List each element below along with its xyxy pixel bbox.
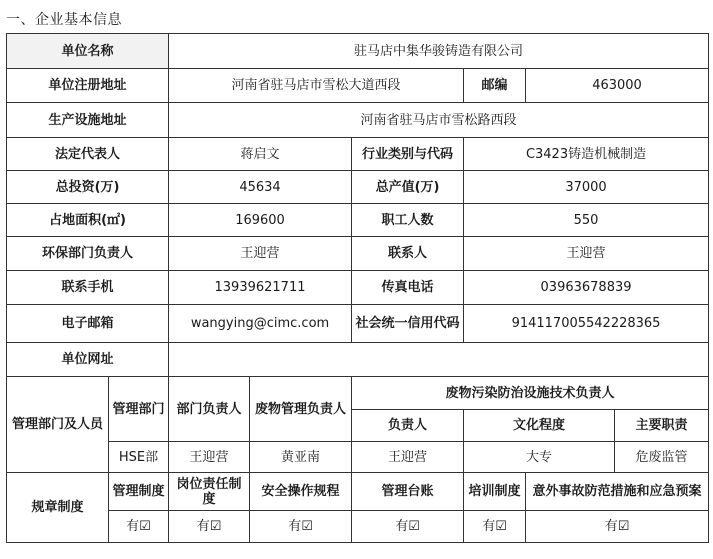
facility-address-value: 河南省驻马店市雪松路西段 bbox=[169, 103, 709, 138]
mgmt-waste-head-value: 黄亚南 bbox=[250, 442, 352, 473]
email-value: wangying@cimc.com bbox=[169, 305, 352, 343]
contact-label: 联系人 bbox=[352, 237, 464, 271]
management-label: 管理部门及人员 bbox=[7, 377, 109, 473]
legal-rep-value: 蒋启文 bbox=[169, 138, 352, 171]
email-label: 电子邮箱 bbox=[7, 305, 169, 343]
row-regulations-values bbox=[7, 511, 709, 543]
reg-header-ledger: 管理台账 bbox=[352, 473, 464, 511]
unit-name-value: 驻马店中集华骏铸造有限公司 bbox=[169, 34, 709, 69]
reg-address-label: 单位注册地址 bbox=[7, 69, 169, 103]
row-investment bbox=[7, 171, 709, 204]
reg-header-mgmt-system: 管理制度 bbox=[109, 473, 169, 511]
website-value bbox=[169, 343, 709, 377]
reg-value-training: 有☑ bbox=[464, 511, 526, 543]
row-management-values bbox=[7, 442, 709, 473]
mgmt-education-value: 大专 bbox=[464, 442, 615, 473]
reg-value-ledger: 有☑ bbox=[352, 511, 464, 543]
credit-code-label: 社会统一信用代码 bbox=[352, 305, 464, 343]
reg-value-safety-procedure: 有☑ bbox=[250, 511, 352, 543]
investment-label: 总投资(万) bbox=[7, 171, 169, 204]
row-env-head bbox=[7, 237, 709, 271]
row-reg-address bbox=[7, 69, 709, 103]
contact-value: 王迎营 bbox=[464, 237, 709, 271]
mgmt-dept-head-value: 王迎营 bbox=[169, 442, 250, 473]
mgmt-dept-head-header: 部门负责人 bbox=[169, 377, 250, 442]
reg-header-emergency-plan: 意外事故防范措施和应急预案 bbox=[526, 473, 709, 511]
industry-label: 行业类别与代码 bbox=[352, 138, 464, 171]
regulations-label: 规章制度 bbox=[7, 473, 109, 543]
reg-address-value: 河南省驻马店市雪松大道西段 bbox=[169, 69, 464, 103]
mgmt-person-header: 负责人 bbox=[352, 410, 464, 442]
fax-label: 传真电话 bbox=[352, 271, 464, 305]
mgmt-person-value: 王迎营 bbox=[352, 442, 464, 473]
website-label: 单位网址 bbox=[7, 343, 169, 377]
row-management-header-1 bbox=[7, 377, 709, 410]
section-title: 一、企业基本信息 bbox=[6, 12, 122, 28]
row-legal-rep bbox=[7, 138, 709, 171]
mgmt-duty-value: 危废监管 bbox=[615, 442, 709, 473]
investment-value: 45634 bbox=[169, 171, 352, 204]
reg-value-mgmt-system: 有☑ bbox=[109, 511, 169, 543]
reg-value-emergency-plan: 有☑ bbox=[526, 511, 709, 543]
staff-label: 职工人数 bbox=[352, 204, 464, 237]
row-area bbox=[7, 204, 709, 237]
facility-address-label: 生产设施地址 bbox=[7, 103, 169, 138]
reg-header-training: 培训制度 bbox=[464, 473, 526, 511]
mgmt-tech-head-header: 废物污染防治设施技术负责人 bbox=[352, 377, 709, 410]
industry-value: C3423铸造机械制造 bbox=[464, 138, 709, 171]
unit-name-label: 单位名称 bbox=[7, 34, 169, 69]
postcode-label: 邮编 bbox=[464, 69, 526, 103]
postcode-value: 463000 bbox=[526, 69, 709, 103]
phone-label: 联系手机 bbox=[7, 271, 169, 305]
mgmt-education-header: 文化程度 bbox=[464, 410, 615, 442]
row-email bbox=[7, 305, 709, 343]
mgmt-dept-value: HSE部 bbox=[109, 442, 169, 473]
mgmt-duty-header: 主要职责 bbox=[615, 410, 709, 442]
output-value: 37000 bbox=[464, 171, 709, 204]
reg-value-post-responsibility: 有☑ bbox=[169, 511, 250, 543]
env-head-value: 王迎营 bbox=[169, 237, 352, 271]
enterprise-info-table bbox=[6, 33, 709, 543]
env-head-label: 环保部门负责人 bbox=[7, 237, 169, 271]
reg-header-post-responsibility: 岗位责任制度 bbox=[169, 473, 250, 511]
fax-value: 03963678839 bbox=[464, 271, 709, 305]
mgmt-dept-header: 管理部门 bbox=[109, 377, 169, 442]
row-facility-address bbox=[7, 103, 709, 138]
credit-code-value: 914117005542228365 bbox=[464, 305, 709, 343]
legal-rep-label: 法定代表人 bbox=[7, 138, 169, 171]
phone-value: 13939621711 bbox=[169, 271, 352, 305]
row-phone bbox=[7, 271, 709, 305]
area-label: 占地面积(㎡) bbox=[7, 204, 169, 237]
mgmt-waste-head-header: 废物管理负责人 bbox=[250, 377, 352, 442]
row-regulations-header bbox=[7, 473, 709, 511]
area-value: 169600 bbox=[169, 204, 352, 237]
row-website bbox=[7, 343, 709, 377]
reg-header-safety-procedure: 安全操作规程 bbox=[250, 473, 352, 511]
row-unit-name bbox=[7, 34, 709, 69]
staff-value: 550 bbox=[464, 204, 709, 237]
output-label: 总产值(万) bbox=[352, 171, 464, 204]
